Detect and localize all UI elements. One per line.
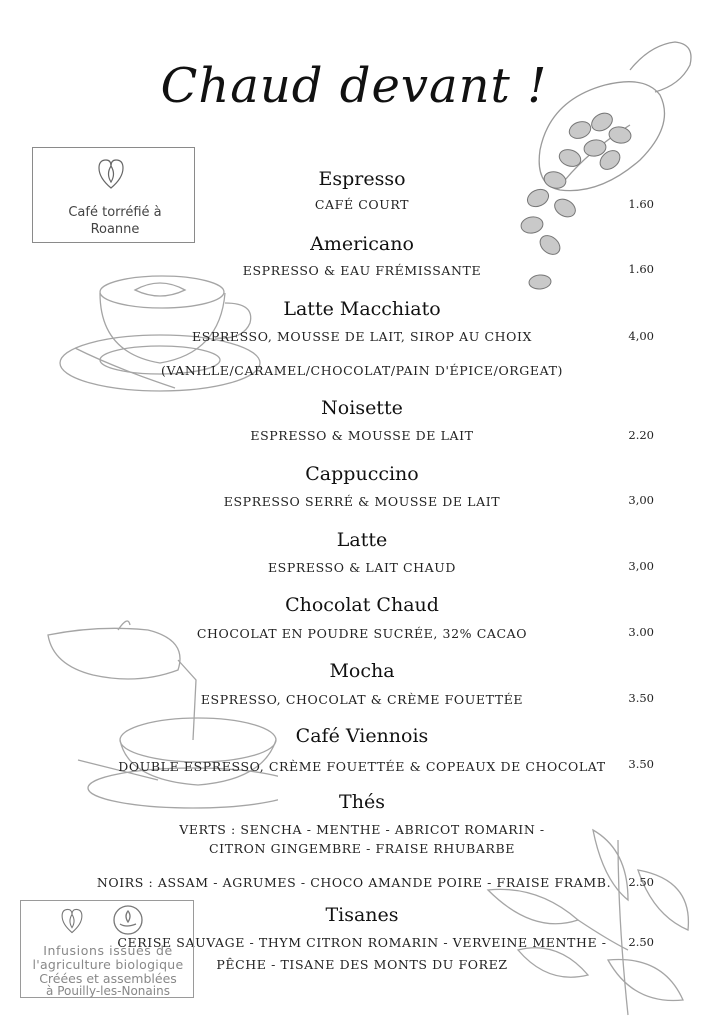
- item-description-extra: CITRON GINGEMBRE - FRAISE RHUBARBE: [209, 841, 515, 856]
- item-price: 3.00: [628, 625, 654, 639]
- item-price: 2.50: [628, 935, 654, 949]
- item-description: ESPRESSO & LAIT CHAUD: [267, 560, 457, 575]
- herbal-label-line2: l'agriculture biologique: [32, 957, 184, 972]
- item-name: Cappuccino: [305, 463, 419, 485]
- item-description: CERISE SAUVAGE - THYM CITRON ROMARIN - VERVEINE MENTHE -: [117, 935, 607, 950]
- item-name: Latte Macchiato: [283, 298, 441, 320]
- item-name: Chocolat Chaud: [285, 594, 439, 616]
- item-price: 1.60: [628, 197, 654, 211]
- leaf-heart-icon: [58, 906, 86, 936]
- item-name: Latte: [336, 529, 388, 551]
- item-description: ESPRESSO & MOUSSE DE LAIT: [250, 428, 474, 443]
- teapot-pouring-illustration: [38, 620, 278, 820]
- item-name: Café Viennois: [295, 725, 429, 747]
- roaster-label-line1: Café torréfié à: [68, 205, 162, 220]
- item-name: Espresso: [318, 168, 406, 190]
- item-price: 3.50: [628, 757, 654, 771]
- item-price: 4,00: [628, 329, 654, 343]
- item-price: 3,00: [628, 559, 654, 573]
- item-description-black-teas: NOIRS : ASSAM - AGRUMES - CHOCO AMANDE POIRE - FRAISE FRAMB.: [96, 875, 612, 890]
- item-price: 3,00: [628, 493, 654, 507]
- item-price: 2.20: [628, 428, 654, 442]
- item-name: Noisette: [321, 397, 403, 419]
- item-description-extra: PÊCHE - TISANE DES MONTS DU FOREZ: [216, 957, 508, 972]
- item-name: Mocha: [329, 660, 395, 682]
- item-name: Tisanes: [325, 904, 399, 926]
- item-description: ESPRESSO SERRÉ & MOUSSE DE LAIT: [223, 494, 501, 509]
- hand-leaf-icon: [112, 904, 144, 936]
- item-description: CHOCOLAT EN POUDRE SUCRÉE, 32% CACAO: [196, 626, 528, 641]
- item-price: 1.60: [628, 262, 654, 276]
- item-description-extra: (VANILLE/CARAMEL/CHOCOLAT/PAIN D'ÉPICE/ORGEAT): [161, 363, 563, 378]
- item-description: ESPRESSO, CHOCOLAT & CRÈME FOUETTÉE: [200, 692, 524, 707]
- item-price: 3.50: [628, 691, 654, 705]
- item-description: ESPRESSO, MOUSSE DE LAIT, SIROP AU CHOIX: [191, 329, 533, 344]
- item-name: Americano: [310, 233, 414, 255]
- item-description: ESPRESSO & EAU FRÉMISSANTE: [242, 263, 482, 278]
- herbal-label-line3: Créées et assemblées: [39, 971, 177, 986]
- herbal-label-line1: Infusions issues de: [43, 943, 173, 958]
- item-description: DOUBLE ESPRESSO, CRÈME FOUETTÉE & COPEAUX DE CHOCOLAT: [118, 759, 606, 774]
- page-title: Chaud devant !: [160, 58, 548, 114]
- item-price: 2.50: [628, 875, 654, 889]
- item-description: VERTS : SENCHA - MENTHE - ABRICOT ROMARIN -: [179, 822, 545, 837]
- roaster-label-line2: Roanne: [90, 222, 140, 237]
- item-name: Thés: [339, 791, 385, 813]
- herbal-label-line4: à Pouilly-les-Nonains: [46, 984, 170, 998]
- item-description: CAFÉ COURT: [314, 197, 410, 212]
